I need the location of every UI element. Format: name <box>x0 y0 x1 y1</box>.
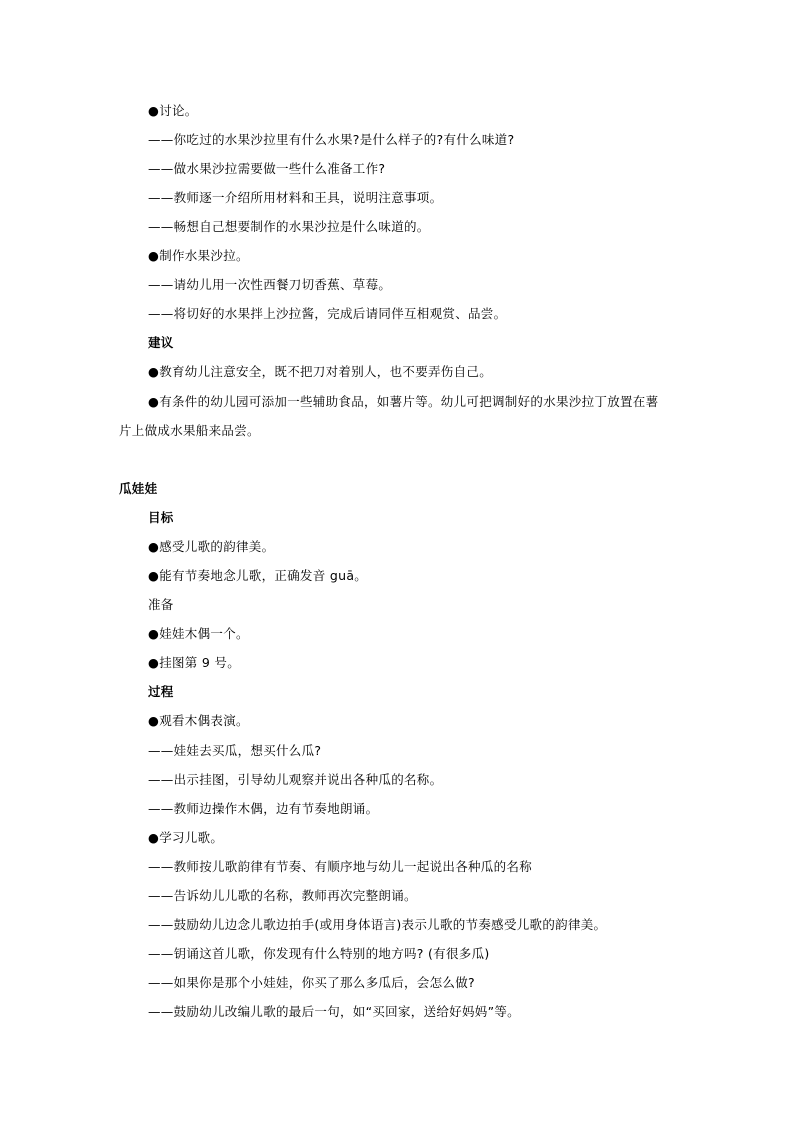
making-item: ——将切好的水果拌上沙拉酱，完成后请同伴互相观赏、品尝。 <box>148 306 507 321</box>
watch-item: ——教师边操作木偶，边有节奏地朗诵。 <box>148 801 379 816</box>
making-heading: ●制作水果沙拉。 <box>148 248 249 263</box>
learn-heading: ●学习儿歌。 <box>148 830 224 845</box>
prep-title: 准备 <box>148 597 174 612</box>
watch-heading: ●观看木偶表演。 <box>148 713 249 728</box>
watch-item: ——出示挂图，引导幼儿观察并说出各种瓜的名称。 <box>148 772 443 787</box>
goal-title: 目标 <box>148 510 174 525</box>
suggestion-item: ●教育幼儿注意安全，既不把刀对着别人，也不要弄伤自己。 <box>148 364 493 379</box>
discussion-item: ——教师逐一介绍所用材料和王具，说明注意事项。 <box>148 190 443 205</box>
learn-item: ——鼓励幼儿改编儿歌的最后一句，如“买回家，送给好妈妈”等。 <box>148 1004 520 1019</box>
section-title: 瓜娃娃 <box>119 481 158 496</box>
making-item: ——请幼儿用一次性西餐刀切香蕉、草莓。 <box>148 277 392 292</box>
suggestion-item: ●有条件的幼儿园可添加一些辅助食品，如薯片等。幼儿可把调制好的水果沙拉丁放置在薯 <box>148 394 659 409</box>
learn-item: ——如果你是那个小娃娃，你买了那么多瓜后，会怎么做? <box>148 975 475 990</box>
learn-item: ——告诉幼儿儿歌的名称，教师再次完整朗诵。 <box>148 888 417 903</box>
learn-item: ——教师按儿歌韵律有节奏、有顺序地与幼儿一起说出各种瓜的名称 <box>148 859 533 874</box>
discussion-heading: ●讨论。 <box>148 103 198 118</box>
discussion-item: ——做水果沙拉需要做一些什么准备工作? <box>148 161 386 176</box>
suggestion-title: 建议 <box>148 335 174 350</box>
watch-item: ——娃娃去买瓜，想买什么瓜? <box>148 743 322 758</box>
goal-item: ●能有节奏地念儿歌，正确发音 guā。 <box>148 568 368 583</box>
learn-item: ——钥诵这首儿歌，你发现有什么特别的地方吗? (有很多瓜) <box>148 946 490 961</box>
prep-item: ●挂图第 9 号。 <box>148 655 241 670</box>
discussion-item: ——你吃过的水果沙拉里有什么水果?是什么样子的?有什么味道? <box>148 132 515 147</box>
suggestion-continuation: 片上做成水果船来品尝。 <box>119 423 260 438</box>
learn-item: ——鼓励幼儿边念儿歌边拍手(或用身体语言)表示儿歌的节奏感受儿歌的韵律美。 <box>148 917 607 932</box>
process-title: 过程 <box>148 684 174 699</box>
goal-item: ●感受儿歌的韵律美。 <box>148 539 275 554</box>
discussion-item: ——畅想自己想要制作的水果沙拉是什么味道的。 <box>148 219 430 234</box>
prep-item: ●娃娃木偶一个。 <box>148 626 249 641</box>
